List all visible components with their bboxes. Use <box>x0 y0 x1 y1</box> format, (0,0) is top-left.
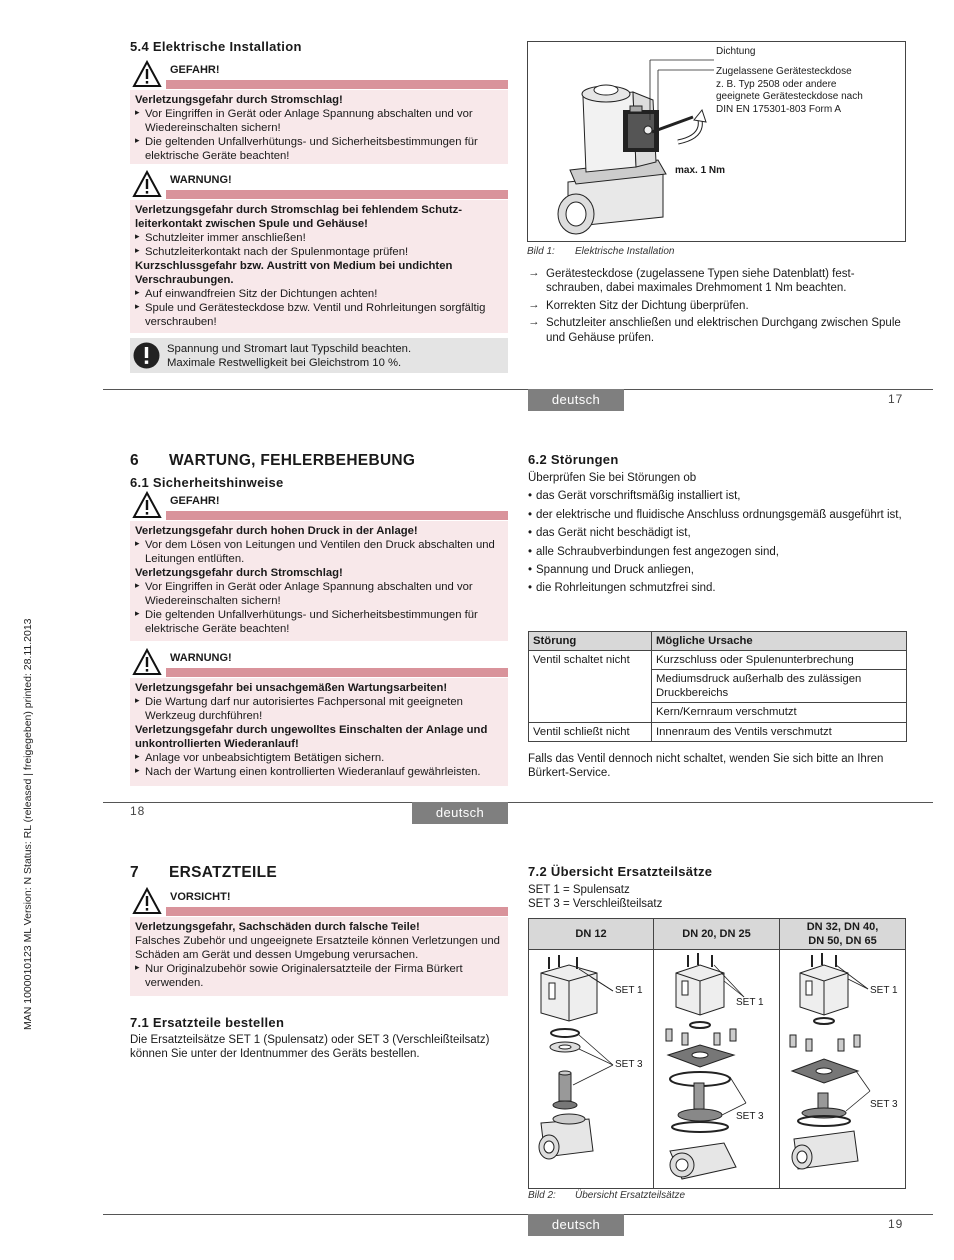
alert-bar <box>166 190 508 199</box>
set3-label: SET 3 <box>870 1099 898 1110</box>
warning-label: WARNUNG! <box>170 174 232 186</box>
warning-item: ▸ Schutzleiterkontakt nach der Spulenmontage prüfen! <box>135 245 504 259</box>
column-header-dn32: DN 32, DN 40, <box>806 921 879 933</box>
chapter-title: WARTUNG, FEHLERBEHEBUNG <box>169 452 416 469</box>
figure-label-line: DIN EN 175301-803 Form A <box>716 103 842 115</box>
section-title-6-2: 6.2 Störungen <box>528 452 619 467</box>
warning-item: ▸ Auf einwandfreien Sitz der Dichtungen achten! <box>135 287 504 301</box>
set3-label: SET 3 <box>736 1111 764 1122</box>
warning-item: ▸ Nach der Wartung einen kontrollierten Wiederanlauf gewährleisten. <box>135 765 504 779</box>
checklist-item: • der elektrische und fluidische Anschluss ordnungsgemäß ausgeführt ist, <box>528 508 906 522</box>
alert-bar <box>166 668 508 677</box>
checklist-item: • die Rohrleitungen schmutzfrei sind. <box>528 581 906 595</box>
warning-item: ▸ Anlage vor unbeabsichtigtem Betätigen sichern. <box>135 751 504 765</box>
warning-triangle-icon <box>132 491 162 519</box>
footer-language: deutsch <box>528 389 624 411</box>
set-legend-3: SET 3 = Verschleißteilsatz <box>528 898 663 910</box>
caution-title: Verletzungsgefahr, Sachschäden durch falsche Teile! <box>135 921 420 933</box>
note-box <box>130 338 508 373</box>
side-print-info: MAN 1000010123 ML Version: N Status: RL (released | freigegeben) printed: 28.11.2013 <box>22 618 34 1030</box>
warning-title: Verletzungsgefahr bei unsachgemäßen Wartungsarbeiten! <box>135 682 448 694</box>
figure-label-line: Zugelassene Gerätesteckdose <box>716 66 852 77</box>
danger-title: Verletzungsgefahr durch hohen Druck in der Anlage! <box>135 525 418 537</box>
chapter-number: 6 <box>130 452 139 469</box>
section-title-5-4: 5.4 Elektrische Installation <box>130 39 302 54</box>
page-divider <box>103 389 933 390</box>
caution-text: Falsches Zubehör und ungeeignete Ersatzteile können Verletzungen und Schäden am Gerät und dessen Umgebung verursachen. <box>135 935 500 961</box>
warning-title: Verletzungsgefahr durch ungewolltes Einschalten der Anlage und unkontrollierten Wiederanlauf! <box>135 724 488 750</box>
caution-label: VORSICHT! <box>170 891 231 903</box>
danger-item: ▸ Die geltenden Unfallverhütungs- und Sicherheitsbestimmungen für elektrische Geräte beachten! <box>135 135 504 163</box>
figure-label-socket <box>716 66 863 116</box>
note-line: Spannung und Stromart laut Typschild beachten. <box>167 343 412 355</box>
table-row <box>529 651 907 670</box>
alert-bar <box>166 511 508 520</box>
page-divider <box>103 802 933 803</box>
footer-language: deutsch <box>528 1214 624 1236</box>
table-cell: Mediumsdruck außerhalb des zulässigen Druckbereichs <box>652 670 907 703</box>
figure-caption-text: Übersicht Ersatzteilsätze <box>575 1190 686 1201</box>
column-header-dn12: DN 12 <box>575 928 607 940</box>
figure-label-line: z. B. Typ 2508 oder andere <box>716 78 837 90</box>
troubleshooting-outro: Falls das Ventil dennoch nicht schaltet, wenden Sie sich bitte an Ihren Bürkert-Service. <box>528 753 884 780</box>
fault-table <box>528 631 907 742</box>
danger-item: ▸ Vor Eingriffen in Gerät oder Anlage Spannung abschalten und vor Wiedereinschalten sichern! <box>135 580 504 608</box>
footer-language: deutsch <box>412 802 508 824</box>
figure-caption-text: Elektrische Installation <box>575 246 675 257</box>
warning-triangle-icon <box>132 170 162 198</box>
table-header: Störung <box>529 632 652 651</box>
figure-label-line: geeignete Gerätesteckdose nach <box>716 91 863 102</box>
danger-box <box>130 60 508 164</box>
set1-label: SET 1 <box>870 985 898 996</box>
checklist-item: • das Gerät vorschriftsmäßig installiert ist, <box>528 489 906 503</box>
caution-item: ▸ Nur Originalzubehör sowie Originalersatzteile der Firma Bürkert verwenden. <box>135 962 504 990</box>
checklist-item: • das Gerät nicht beschädigt ist, <box>528 526 906 540</box>
step-item: → Korrekten Sitz der Dichtung überprüfen. <box>528 299 906 313</box>
table-header-row <box>529 632 907 651</box>
danger-box <box>130 491 508 641</box>
page-number: 17 <box>888 392 904 406</box>
table-header: Mögliche Ursache <box>652 632 907 651</box>
checklist-intro: Überprüfen Sie bei Störungen ob <box>528 472 697 484</box>
warning-box <box>130 170 508 333</box>
alert-bar <box>166 907 508 916</box>
page-number: 19 <box>888 1217 904 1231</box>
set1-label: SET 1 <box>615 985 643 996</box>
checklist-item: • Spannung und Druck anliegen, <box>528 563 906 577</box>
warning-triangle-icon <box>132 648 162 676</box>
parts-drawing-dn20 <box>654 951 779 1187</box>
column-header-dn20: DN 20, DN 25 <box>682 928 751 940</box>
table-cell: Innenraum des Ventils verschmutzt <box>652 722 907 741</box>
figure-caption-num: Bild 1: <box>527 246 555 257</box>
section-title-7-1: 7.1 Ersatzteile bestellen <box>130 1015 285 1030</box>
step-item: → Schutzleiter anschließen und elektrischen Durchgang zwischen Spule und Gehäuse prüfen. <box>528 316 906 345</box>
figure-label-dichtung: Dichtung <box>716 46 756 57</box>
figure-label-torque: max. 1 Nm <box>675 165 726 176</box>
spare-parts-overview <box>528 918 906 1189</box>
page-divider <box>103 1214 933 1215</box>
danger-label: GEFAHR! <box>170 495 220 507</box>
warning-item: ▸ Die Wartung darf nur autorisiertes Fachpersonal mit geeigneten Werkzeug durchführen! <box>135 695 504 723</box>
set1-label: SET 1 <box>736 997 764 1008</box>
danger-title: Verletzungsgefahr durch Stromschlag! <box>135 567 343 579</box>
column-header-dn50: DN 50, DN 65 <box>808 935 877 947</box>
table-row <box>529 722 907 741</box>
table-cell: Kern/Kernraum verschmutzt <box>652 703 907 722</box>
table-cell: Ventil schaltet nicht <box>529 651 652 722</box>
danger-item: ▸ Die geltenden Unfallverhütungs- und Sicherheitsbestimmungen für elektrische Geräte beachten! <box>135 608 504 636</box>
warning-item: ▸ Schutzleiter immer anschließen! <box>135 231 504 245</box>
warning-label: WARNUNG! <box>170 652 232 664</box>
set3-label: SET 3 <box>615 1059 643 1070</box>
exclamation-icon <box>133 342 160 369</box>
step-item: → Gerätesteckdose (zugelassene Typen siehe Datenblatt) festschrauben, dabei maximales Drehmoment 1 Nm beachten. <box>528 267 906 296</box>
note-line: Maximale Restwelligkeit bei Gleichstrom 10 %. <box>167 357 402 369</box>
section-title-6-1: 6.1 Sicherheitshinweise <box>130 475 284 490</box>
danger-label: GEFAHR! <box>170 64 220 76</box>
alert-bar <box>166 80 508 89</box>
warning-box <box>130 648 508 786</box>
danger-item: ▸ Vor Eingriffen in Gerät oder Anlage Spannung abschalten und vor Wiedereinschalten sichern! <box>135 107 504 135</box>
chapter-title: ERSATZTEILE <box>169 864 278 881</box>
warning-title: Verletzungsgefahr durch Stromschlag bei fehlendem Schutzleiterkontakt zwischen Spule und Gehäuse! <box>135 204 463 230</box>
installation-steps <box>528 267 906 348</box>
caution-box <box>130 887 508 996</box>
set-legend-1: SET 1 = Spulensatz <box>528 884 630 896</box>
section-title-7-2: 7.2 Übersicht Ersatzteilsätze <box>528 864 713 879</box>
table-cell: Kurzschluss oder Spulenunterbrechung <box>652 651 907 670</box>
danger-title: Verletzungsgefahr durch Stromschlag! <box>135 94 343 106</box>
figure-caption-num: Bild 2: <box>528 1190 556 1201</box>
table-cell: Ventil schließt nicht <box>529 722 652 741</box>
ordering-text: Die Ersatzteilsätze SET 1 (Spulensatz) oder SET 3 (Verschleißteilsatz) können Sie unter der Identnummer des Geräts bestellen. <box>130 1034 490 1061</box>
troubleshooting-checklist <box>528 471 906 600</box>
warning-item: ▸ Spule und Gerätesteckdose bzw. Ventil und Rohrleitungen sorgfältig verschrauben! <box>135 301 504 329</box>
figure-electrical-installation <box>527 41 906 242</box>
page-number: 18 <box>130 804 146 818</box>
warning-title: Kurzschlussgefahr bzw. Austritt von Medium bei undichten Verschraubungen. <box>135 260 453 286</box>
chapter-number: 7 <box>130 864 139 881</box>
warning-triangle-icon <box>132 887 162 915</box>
checklist-item: • alle Schraubverbindungen fest angezogen sind, <box>528 545 906 559</box>
danger-item: ▸ Vor dem Lösen von Leitungen und Ventilen den Druck abschalten und Leitungen entlüften. <box>135 538 504 566</box>
warning-triangle-icon <box>132 60 162 88</box>
